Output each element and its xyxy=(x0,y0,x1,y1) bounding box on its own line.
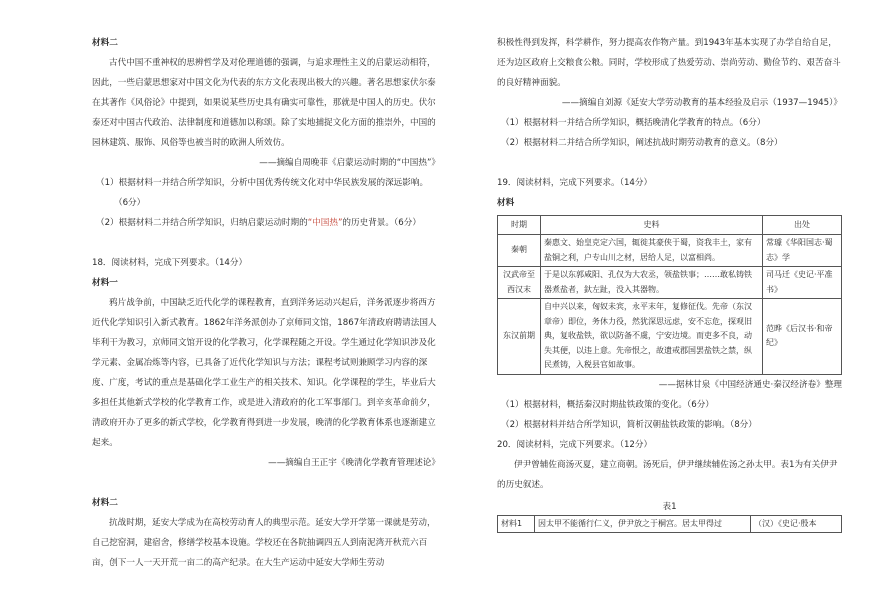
material-heading: 材料 xyxy=(497,198,515,208)
table-header: 出处 xyxy=(763,216,842,235)
period-cell: 汉武帝至西汉末 xyxy=(498,267,541,299)
table-1-caption: 表1 xyxy=(662,501,677,512)
history-source-table xyxy=(497,215,842,375)
question-19-2: （2）根据材料并结合所学知识，简析汉朝盐铁政策的影响。（8分） xyxy=(501,419,757,430)
table-row xyxy=(498,235,842,267)
table-1-label: 材料1 xyxy=(498,515,535,532)
table-row xyxy=(498,267,842,299)
right-column xyxy=(497,33,842,533)
citation: ——摘编自周晚菲《启蒙运动时期的“中国热”》 xyxy=(259,158,440,168)
material-heading: 材料二 xyxy=(92,498,118,508)
material-heading: 材料一 xyxy=(92,278,118,288)
question-18-title: 18．阅读材料，完成下列要求。（14分） xyxy=(92,258,248,268)
material-paragraph: 鸦片战争前，中国缺乏近代化学的课程教育，直到洋务运动兴起后，洋务派逐步将西方近代化学知识引入新式教育。1862年洋务派创办了京师同文馆，1867年清政府聘请法国人毕利干为教习，京师同文馆开设的化学教习，化学课程随之开设。学生通过化学知识涉及化学元素、金属冶炼等内容，已具备了近代化学知识与方法；课程考试则兼顾学习内容的深度、广度，考试的重点是基础化学工业生产的相关技术、知识。化学课程的学生，毕业后大多担任其他新式学校的化学教育工作，或是进入清政府的化工军事部门。到辛亥革命前夕，清政府开办了更多的新式学校，化学教育得到进一步发展，晚清的化学教育体系也逐渐建立起来。 xyxy=(92,298,437,448)
citation: ——摘编自王正宇《晚清化学教育管理述论》 xyxy=(268,458,440,468)
period-cell: 东汉前期 xyxy=(498,299,541,375)
origin-cell: 司马迁《史记·平准书》 xyxy=(763,267,842,299)
table-row xyxy=(498,299,842,375)
period-cell: 秦朝 xyxy=(498,235,541,267)
question-2-highlight: “中国热” xyxy=(307,218,343,228)
question-1-score: （6分） xyxy=(114,198,146,208)
source-cell: 秦惠文、始皇克定六国，辄徙其豪侠于蜀，资我丰土，家有盐铜之利，户专山川之材，居给人足，以富相尚。 xyxy=(541,235,763,267)
table-row xyxy=(498,515,842,532)
table-header: 史料 xyxy=(541,216,763,235)
citation: ——据林甘泉《中国经济通史·秦汉经济卷》整理 xyxy=(658,379,842,390)
table-header-row xyxy=(498,216,842,235)
table-1-origin: （汉）《史记·殷本 xyxy=(751,515,842,532)
question-19-title: 19．阅读材料，完成下列要求。（14分） xyxy=(497,178,653,188)
question-1-text: （1）根据材料一并结合所学知识，分析中国优秀传统文化对中华民族发展的深远影响。 xyxy=(96,178,429,188)
question-2 xyxy=(92,213,440,233)
question-18-2: （2）根据材料二并结合所学知识，阐述抗战时期劳动教育的意义。（8分） xyxy=(501,138,783,148)
question-18-1: （1）根据材料一并结合所学知识，概括晚清化学教育的特点。（6分） xyxy=(501,118,766,128)
citation: ——摘编自刘源《延安大学劳动教育的基本经验及启示（1937—1945）》 xyxy=(561,98,842,108)
question-2-prefix: （2）根据材料二并结合所学知识，归纳启蒙运动时期的 xyxy=(96,218,308,228)
material-heading: 材料二 xyxy=(92,38,118,48)
material-paragraph: 古代中国不重神权的思辨哲学及对伦理道德的强调，与追求理性主义的启蒙运动相符，因此，一些启蒙思想家对中国文化为代表的东方文化表现出极大的兴趣。著名思想家伏尔泰在其著作《风俗论》中提到，如果说某些历史具有确实可靠性，那就是中国人的历史。伏尔泰还对中国古代政治、法律制度和道德加以称颂。除了实地捕捉文化方面的推崇外，中国的园林建筑、服饰、风俗等也被当时的欧洲人所效仿。 xyxy=(92,58,436,148)
question-1 xyxy=(92,173,440,213)
material-paragraph: 抗战时期，延安大学成为在高校劳动育人的典型示范。延安大学开学第一课就是劳动，自己挖窑洞，建宿舍，修缮学校基本设施。学校还在各院抽调四五人到南泥湾开秋荒六百亩，创下一人一天开荒一亩二的高产纪录。在大生产运动中延安大学师生劳动 xyxy=(92,518,436,568)
source-cell: 于是以东郭咸阳、孔仅为大农丞，领盐铁事；……敢私铸铁器煮盐者，釱左趾，没入其器物。 xyxy=(541,267,763,299)
table-1-content: 因太甲不能循行仁义，伊尹放之于桐宫。居太甲得过 xyxy=(535,515,751,532)
source-cell: 自中兴以来，匈奴未宾，永平末年，复修征伐。先帝（东汉章帝）即位，务休力役，然犹深思远虑，安不忘危，探观旧典，复收盐铁，欲以防备不虞，宁安边境。而吏多不良，动失其便，以违上意。先帝恨之，故遗戒郡国罢盐铁之禁，纵民煮铸，入税县官如故事。 xyxy=(541,299,763,375)
question-20-title: 20．阅读材料，完成下列要求。（12分） xyxy=(497,439,653,450)
left-column xyxy=(92,33,440,573)
question-19-1: （1）根据材料，概括秦汉时期盐铁政策的变化。（6分） xyxy=(501,399,714,410)
continued-paragraph: 积极性得到发挥，科学耕作，努力提高农作物产量。到1943年基本实现了办学自给自足，还为边区政府上交粮食公粮。同时，学校形成了热爱劳动、崇尚劳动、勤俭节约、艰苦奋斗的良好精神面貌。 xyxy=(497,38,841,88)
table-1 xyxy=(497,515,842,533)
question-20-paragraph: 伊尹曾辅佐商汤灭夏，建立商朝。汤死后，伊尹继续辅佐汤之孙太甲。表1为有关伊尹的历史叙述。 xyxy=(497,459,838,490)
table-header: 时期 xyxy=(498,216,541,235)
origin-cell: 常璩《华阳国志·蜀志》学 xyxy=(763,235,842,267)
origin-cell: 范晔《后汉书·和帝纪》 xyxy=(763,299,842,375)
question-2-suffix: 的历史背景。（6分） xyxy=(342,218,421,228)
